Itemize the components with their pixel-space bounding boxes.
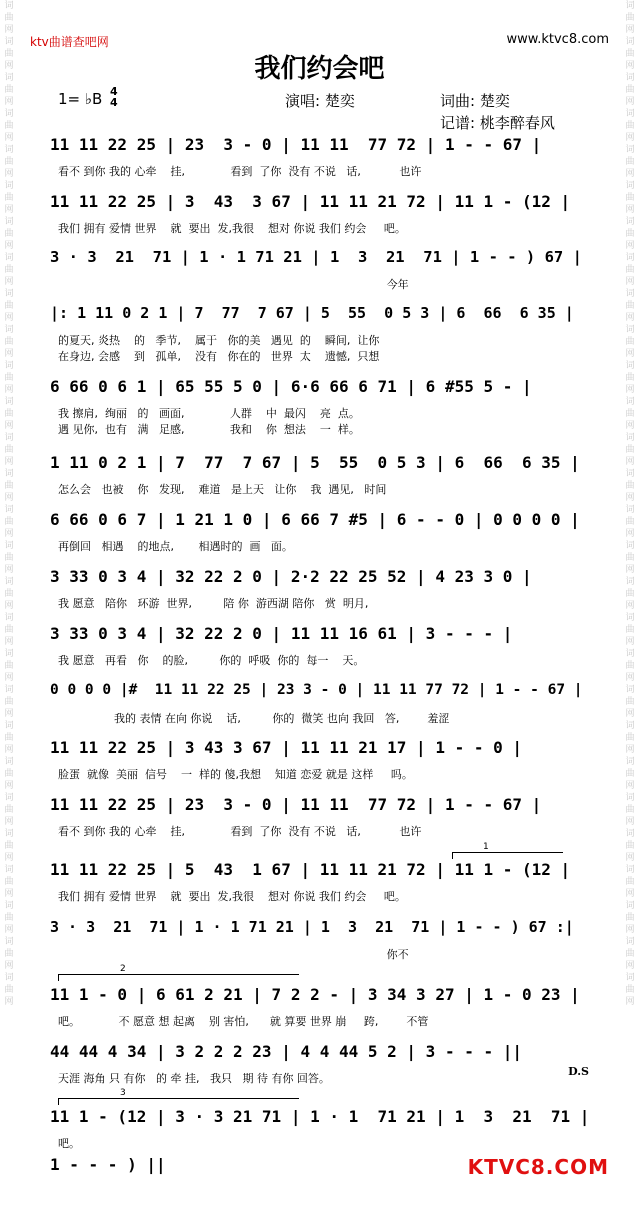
site-url: www.ktvc8.com <box>506 32 609 47</box>
lyric-row: 今年 <box>58 278 409 291</box>
ktvc8-logo: KTVC8.COM <box>467 1155 609 1179</box>
lyric-row: 吧。 不 愿意 想 起离 别 害怕, 就 算要 世界 崩 跨, 不管 <box>58 1015 429 1028</box>
lyric-row: 我 愿意 陪你 环游 世界, 陪 你 游西湖 陪你 赏 明月, <box>58 597 369 610</box>
volta-2-bracket <box>58 974 299 981</box>
notes-row: 3 · 3 21 71 | 1 · 1 71 21 | 1 3 21 71 | 1 - - ) 67 | <box>50 248 582 266</box>
notes-row: 1 11 0 2 1 | 7 77 7 67 | 5 55 0 5 3 | 6 66 6 35 | <box>50 453 580 472</box>
notes-row: 11 11 22 25 | 5 43 1 67 | 11 11 21 72 | 11 1 - (12 | <box>50 860 571 879</box>
right-side-watermark: 词曲网词曲网词曲网词曲网词曲网词曲网词曲网词曲网词曲网词曲网词曲网词曲网词曲网词曲网词曲网词曲网词曲网词曲网词曲网词曲网词曲网词曲网词曲网词曲网词曲网词曲网词曲网词曲网 <box>625 1 635 1007</box>
notes-row: 1 - - - ) || <box>50 1155 166 1174</box>
notes-row: |: 1 11 0 2 1 | 7 77 7 67 | 5 55 0 5 3 | 6 66 6 35 | <box>50 304 574 322</box>
volta-3-number: 3 <box>120 1088 126 1098</box>
lyric-row: 我们 拥有 爱情 世界 就 要出 发,我很 想对 你说 我们 约会 吧。 <box>58 890 406 903</box>
notes-row: 11 11 22 25 | 23 3 - 0 | 11 11 77 72 | 1 - - 67 | <box>50 795 542 814</box>
lyric-row: 看不 到你 我的 心牵 挂, 看到 了你 没有 不说 话, 也许 <box>58 165 422 178</box>
lyric-row: 我们 拥有 爱情 世界 就 要出 发,我很 想对 你说 我们 约会 吧。 <box>58 222 406 235</box>
site-watermark-left: ktv曲谱查吧网 <box>30 35 109 49</box>
lyric-row: 你不 <box>58 948 409 961</box>
notes-row: 3 33 0 3 4 | 32 22 2 0 | 2·2 22 25 52 | 4 23 3 0 | <box>50 567 532 586</box>
notes-row: 44 44 4 34 | 3 2 2 2 23 | 4 4 44 5 2 | 3 - - - || <box>50 1042 523 1061</box>
volta-3-bracket <box>58 1098 299 1105</box>
notes-row: 11 11 22 25 | 23 3 - 0 | 11 11 77 72 | 1 - - 67 | <box>50 135 542 154</box>
lyric-row: 天涯 海角 只 有你 的 牵 挂, 我只 期 待 有你 回答。 <box>58 1072 330 1085</box>
lyric-row: 怎么会 也被 你 发现, 难道 是上天 让你 我 遇见, 时间 <box>58 483 387 496</box>
notes-row: 6 66 0 6 7 | 1 21 1 0 | 6 66 7 #5 | 6 - - 0 | 0 0 0 0 | <box>50 510 580 529</box>
notes-row: 11 11 22 25 | 3 43 3 67 | 11 11 21 17 | 1 - - 0 | <box>50 738 523 757</box>
left-side-watermark: 词曲网词曲网词曲网词曲网词曲网词曲网词曲网词曲网词曲网词曲网词曲网词曲网词曲网词曲网词曲网词曲网词曲网词曲网词曲网词曲网词曲网词曲网词曲网词曲网词曲网词曲网词曲网词曲网 <box>4 1 14 1007</box>
lyric-row-second-verse: 在身边, 会感 到 孤单, 没有 你在的 世界 太 遗憾, 只想 <box>58 350 380 363</box>
notes-row: 6 66 0 6 1 | 65 55 5 0 | 6·6 66 6 71 | 6 #55 5 - | <box>50 377 532 396</box>
notes-row: 11 11 22 25 | 3 43 3 67 | 11 11 21 72 | 11 1 - (12 | <box>50 192 571 211</box>
lyric-row: 吧。 <box>58 1137 80 1150</box>
lyric-row: 的夏天, 炎热 的 季节, 属于 你的美 遇见 的 瞬间, 让你 <box>58 334 380 347</box>
time-signature-bottom: 4 <box>110 96 118 109</box>
key-signature: 1= ♭B <box>58 90 103 108</box>
notes-row: 0 0 0 0 |# 11 11 22 25 | 23 3 - 0 | 11 11 77 72 | 1 - - 67 | <box>50 682 583 698</box>
lyric-row: 看不 到你 我的 心牵 挂, 看到 了你 没有 不说 话, 也许 <box>58 825 422 838</box>
notes-row: 11 1 - 0 | 6 61 2 21 | 7 2 2 - | 3 34 3 27 | 1 - 0 23 | <box>50 985 580 1004</box>
lyricist-credit: 词曲: 楚奕 <box>440 92 510 110</box>
song-title: 我们约会吧 <box>254 54 385 84</box>
singer-credit: 演唱: 楚奕 <box>285 92 355 110</box>
notes-row: 3 · 3 21 71 | 1 · 1 71 21 | 1 3 21 71 | 1 - - ) 67 :| <box>50 918 574 936</box>
lyric-row-second-verse: 遇 见你, 也有 满 足感, 我和 你 想法 一 样。 <box>58 423 360 436</box>
transcriber-credit: 记谱: 桃李醉春风 <box>440 114 555 132</box>
lyric-row: 我 擦肩, 绚丽 的 画面, 人群 中 最闪 亮 点。 <box>58 407 360 420</box>
notes-row: 11 1 - (12 | 3 · 3 21 71 | 1 · 1 71 21 | 1 3 21 71 | <box>50 1107 590 1126</box>
lyric-row: 脸蛋 就像 美丽 信号 一 样的 傻,我想 知道 恋爱 就是 这样 吗。 <box>58 768 413 781</box>
volta-2-number: 2 <box>120 964 126 974</box>
time-signature <box>110 86 118 108</box>
lyric-row: 我 愿意 再看 你 的脸, 你的 呼吸 你的 每一 天。 <box>58 654 365 667</box>
lyric-row: 我的 表情 在向 你说 话, 你的 微笑 也向 我回 答, 羞涩 <box>58 712 450 725</box>
lyric-row: 再倒回 相遇 的地点, 相遇时的 画 面。 <box>58 540 293 553</box>
ds-mark: D.S <box>568 1065 589 1078</box>
volta-1-bracket <box>452 852 563 859</box>
notes-row: 3 33 0 3 4 | 32 22 2 0 | 11 11 16 61 | 3 - - - | <box>50 624 513 643</box>
volta-1-number: 1 <box>483 842 489 852</box>
time-signature-top: 4 <box>110 85 118 98</box>
